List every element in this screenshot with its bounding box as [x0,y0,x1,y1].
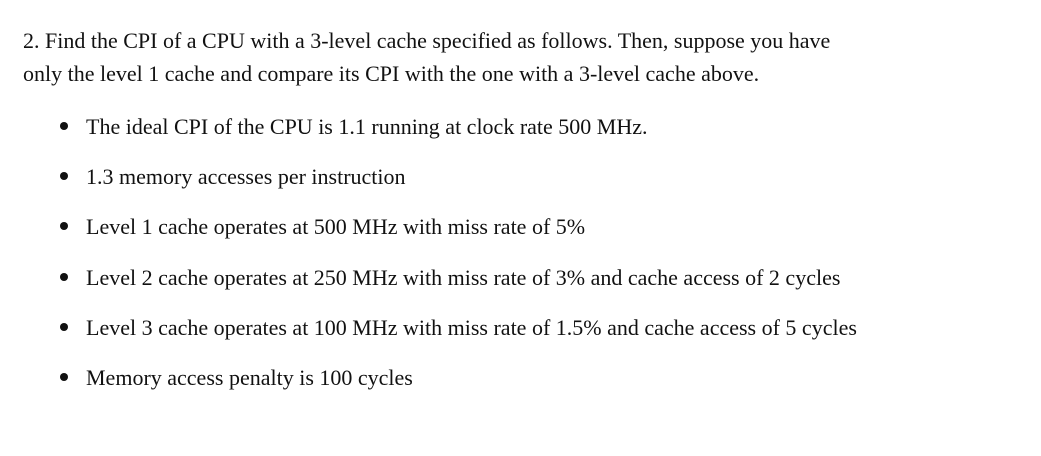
bullet-icon [60,172,68,180]
list-item-text: Level 3 cache operates at 100 MHz with miss rate of 1.5% and cache access of 5 cycles [86,314,857,340]
bullet-icon [60,273,68,281]
list-item-text: Level 1 cache operates at 500 MHz with miss rate of 5% [86,214,586,240]
list-item [0,259,1041,309]
question-line-1: 2. Find the CPI of a CPU with a 3-level cache specified as follows. Then, suppose you have [23,28,831,53]
list-item-text: Level 2 cache operates at 250 MHz with miss rate of 3% and cache access of 2 cycles [86,264,841,290]
spec-list [0,108,1041,409]
list-item [0,208,1041,258]
list-item [0,158,1041,208]
bullet-icon [60,323,68,331]
question-text [23,24,1023,90]
list-item [0,359,1041,409]
list-item-text: Memory access penalty is 100 cycles [86,364,413,390]
list-item [0,309,1041,359]
bullet-icon [60,222,68,230]
list-item-text: The ideal CPI of the CPU is 1.1 running at clock rate 500 MHz. [86,114,648,139]
question-line-2: only the level 1 cache and compare its CPI with the one with a 3-level cache above. [23,61,760,86]
list-item-text: 1.3 memory accesses per instruction [86,164,406,190]
list-item [0,108,1041,158]
bullet-icon [60,122,68,130]
bullet-icon [60,373,68,381]
